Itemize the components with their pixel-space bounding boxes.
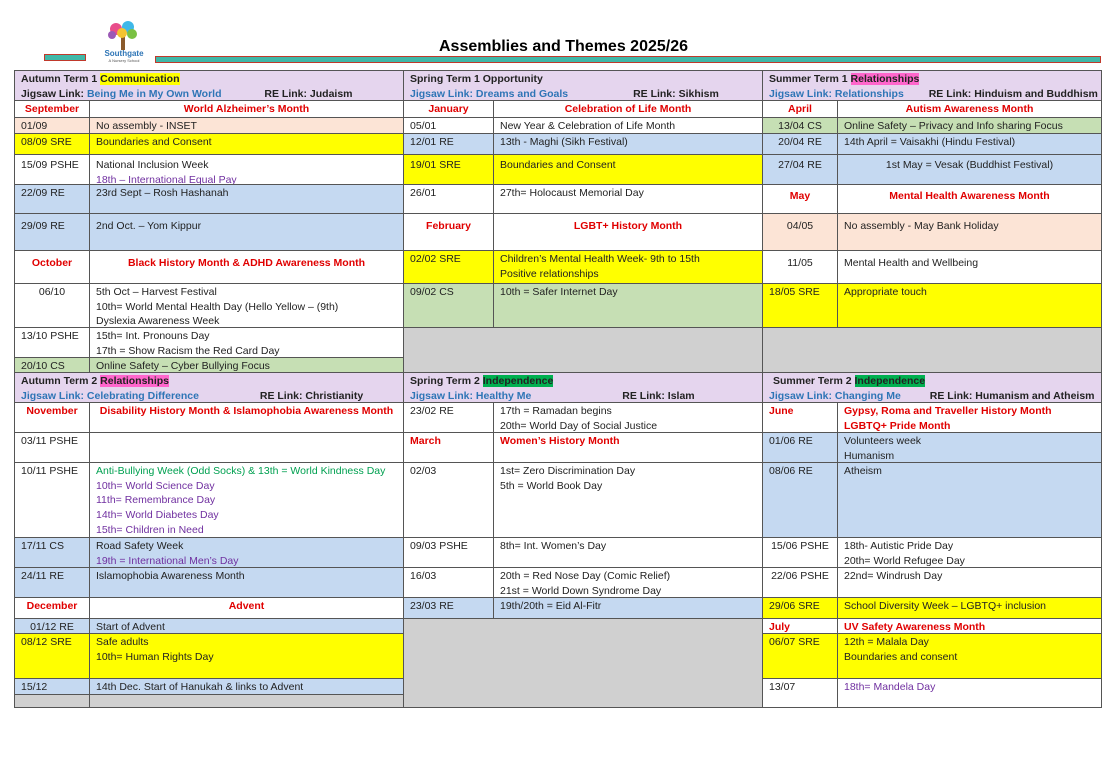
date-cell: 13/04 CS (762, 117, 838, 134)
event-cell: School Diversity Week – LGBTQ+ inclusion (837, 597, 1102, 619)
summer2-header: Summer Term 2 Independence Jigsaw Link: Changing Me RE Link: Humanism and Atheism (762, 372, 1102, 403)
event-cell: 2nd Oct. – Yom Kippur (89, 213, 404, 251)
autumn2-jigsaw: Jigsaw Link: Celebrating Difference (21, 389, 199, 402)
event-cell: 19th/20th = Eid Al-Fitr (493, 597, 763, 619)
date-cell: 08/12 SRE (14, 633, 90, 679)
empty-cell (762, 327, 1102, 373)
autumn1-re: RE Link: Judaism (264, 87, 353, 100)
event-cell: No assembly - INSET (89, 117, 404, 134)
autumn1-header: Autumn Term 1 Communication Jigsaw Link: Being Me in My Own World RE Link: Judaism (14, 70, 404, 101)
event-cell: 10th = Safer Internet Day (493, 283, 763, 328)
date-cell: 19/01 SRE (403, 154, 494, 185)
date-cell: 06/10 (14, 283, 90, 328)
event-cell: 15th= Int. Pronouns Day 17th = Show Racism the Red Card Day (89, 327, 404, 358)
event-cell: 5th Oct – Harvest Festival 10th= World Mental Health Day (Hello Yellow – (9th) Dyslexia Awareness Week (89, 283, 404, 328)
event-cell: Road Safety Week 19th = International Men’s Day (89, 537, 404, 568)
event-cell: No assembly - May Bank Holiday (837, 213, 1102, 251)
event-cell: 17th = Ramadan begins 20th= World Day of Social Justice (493, 402, 763, 433)
date-cell: 04/05 (762, 213, 838, 251)
event-cell: Boundaries and Consent (493, 154, 763, 185)
empty-cell (14, 694, 90, 708)
event-cell: National Inclusion Week 18th – International Equal Pay (89, 154, 404, 185)
month-theme: LGBT+ History Month (493, 213, 763, 251)
date-cell: 09/02 CS (403, 283, 494, 328)
logo-subtext: A Nursery School (108, 58, 140, 63)
event-cell: Online Safety – Privacy and Info sharing Focus (837, 117, 1102, 134)
event-cell: 18th= Mandela Day (837, 678, 1102, 708)
month-may: May (762, 184, 838, 214)
date-cell: 09/03 PSHE (403, 537, 494, 568)
month-june: June (762, 402, 838, 433)
month-theme: Disability History Month & Islamophobia Awareness Month (89, 402, 404, 433)
spring2-re: RE Link: Islam (622, 389, 695, 402)
month-theme: Autism Awareness Month (837, 100, 1102, 118)
month-october: October (14, 250, 90, 284)
date-cell: 16/03 (403, 567, 494, 598)
date-cell: 15/09 PSHE (14, 154, 90, 185)
month-theme: Women’s History Month (493, 432, 763, 463)
empty-cell (89, 694, 404, 708)
spring2-theme: Independence (482, 375, 554, 387)
autumn1-jigsaw: Being Me in My Own World (86, 87, 222, 100)
date-cell: 29/09 RE (14, 213, 90, 251)
month-april: April (762, 100, 838, 118)
empty-cell (403, 618, 763, 708)
summer2-re: RE Link: Humanism and Atheism (929, 389, 1095, 402)
date-cell: 23/02 RE (403, 402, 494, 433)
date-cell: 13/07 (762, 678, 838, 708)
autumn2-theme: Relationships (100, 375, 170, 387)
month-november: November (14, 402, 90, 433)
event-cell: 13th - Maghi (Sikh Festival) (493, 133, 763, 155)
date-cell: 10/11 PSHE (14, 462, 90, 538)
date-cell: 27/04 RE (762, 154, 838, 185)
page-title: Assemblies and Themes 2025/26 (438, 38, 689, 55)
event-cell: 22nd= Windrush Day (837, 567, 1102, 598)
month-theme: Gypsy, Roma and Traveller History Month LGBTQ+ Pride Month (837, 402, 1102, 433)
date-cell: 01/12 RE (14, 618, 90, 634)
assemblies-table (14, 70, 1102, 708)
event-cell: Appropriate touch (837, 283, 1102, 328)
event-cell: Boundaries and Consent (89, 133, 404, 155)
month-theme: Advent (89, 597, 404, 619)
event-cell: 14th April = Vaisakhi (Hindu Festival) (837, 133, 1102, 155)
month-theme: Celebration of Life Month (493, 100, 763, 118)
date-cell: 12/01 RE (403, 133, 494, 155)
autumn1-theme: Communication (100, 73, 180, 85)
date-cell: 22/09 RE (14, 184, 90, 214)
event-cell: Online Safety – Cyber Bullying Focus (89, 357, 404, 373)
date-cell: 02/03 (403, 462, 494, 538)
event-cell: Anti-Bullying Week (Odd Socks) & 13th = World Kindness Day 10th= World Science Day 11th= Remembrance Day 14th= World Diabetes Day 15th= Children in Need (89, 462, 404, 538)
spring1-theme: Opportunity (482, 73, 543, 85)
summer2-theme: Independence (854, 375, 926, 387)
date-cell: 02/02 SRE (403, 250, 494, 284)
event-cell: 1st May = Vesak (Buddhist Festival) (837, 154, 1102, 185)
spring1-jigsaw: Jigsaw Link: Dreams and Goals (410, 87, 569, 100)
event-cell: Safe adults 10th= Human Rights Day (89, 633, 404, 679)
date-cell: 13/10 PSHE (14, 327, 90, 358)
date-cell: 08/06 RE (762, 462, 838, 538)
date-cell: 01/09 (14, 117, 90, 134)
autumn2-re: RE Link: Christianity (259, 389, 364, 402)
date-cell: 17/11 CS (14, 537, 90, 568)
event-cell: Mental Health and Wellbeing (837, 250, 1102, 284)
month-july: July (762, 618, 838, 634)
date-cell: 29/06 SRE (762, 597, 838, 619)
event-cell: New Year & Celebration of Life Month (493, 117, 763, 134)
date-cell: 06/07 SRE (762, 633, 838, 679)
date-cell: 03/11 PSHE (14, 432, 90, 463)
date-cell: 15/06 PSHE (762, 537, 838, 568)
month-february: February (403, 213, 494, 251)
logo-text: Southgate (104, 49, 144, 58)
date-cell: 23/03 RE (403, 597, 494, 619)
spring2-jigsaw: Jigsaw Link: Healthy Me (410, 389, 532, 402)
event-cell: 14th Dec. Start of Hanukah & links to Advent (89, 678, 404, 695)
right-decor-bar (155, 56, 1101, 63)
date-cell: 26/01 (403, 184, 494, 214)
summer1-theme: Relationships (850, 73, 920, 85)
spring1-re: RE Link: Sikhism (633, 87, 719, 100)
date-cell: 05/01 (403, 117, 494, 134)
spring1-header: Spring Term 1 Opportunity Jigsaw Link: Dreams and Goals RE Link: Sikhism (403, 70, 763, 101)
summer2-jigsaw: Jigsaw Link: Changing Me (769, 389, 901, 402)
summer1-header: Summer Term 1 Relationships Jigsaw Link: Relationships RE Link: Hinduism and Buddhism (762, 70, 1102, 101)
month-january: January (403, 100, 494, 118)
date-cell: 18/05 SRE (762, 283, 838, 328)
date-cell: 01/06 RE (762, 432, 838, 463)
date-cell: 22/06 PSHE (762, 567, 838, 598)
event-cell: 18th- Autistic Pride Day 20th= World Refugee Day (837, 537, 1102, 568)
month-march: March (403, 432, 494, 463)
month-december: December (14, 597, 90, 619)
event-cell: 8th= Int. Women’s Day (493, 537, 763, 568)
event-cell: 27th= Holocaust Memorial Day (493, 184, 763, 214)
date-cell: 08/09 SRE (14, 133, 90, 155)
event-cell: 23rd Sept – Rosh Hashanah (89, 184, 404, 214)
month-theme: Mental Health Awareness Month (837, 184, 1102, 214)
event-cell (89, 432, 404, 463)
event-cell: Start of Advent (89, 618, 404, 634)
spring2-header: Spring Term 2 Independence Jigsaw Link: Healthy Me RE Link: Islam (403, 372, 763, 403)
event-cell: 1st= Zero Discrimination Day 5th = World Book Day (493, 462, 763, 538)
month-theme: UV Safety Awareness Month (837, 618, 1102, 634)
date-cell: 20/10 CS (14, 357, 90, 373)
date-cell: 20/04 RE (762, 133, 838, 155)
summer1-re: RE Link: Hinduism and Buddhism (928, 87, 1098, 100)
event-cell: 20th = Red Nose Day (Comic Relief) 21st = World Down Syndrome Day (493, 567, 763, 598)
autumn2-header: Autumn Term 2 Relationships Jigsaw Link: Celebrating Difference RE Link: Christianity (14, 372, 404, 403)
event-cell: 12th = Malala Day Boundaries and consent (837, 633, 1102, 679)
event-cell: Islamophobia Awareness Month (89, 567, 404, 598)
event-cell: Volunteers week Humanism (837, 432, 1102, 463)
month-september: September (14, 100, 90, 118)
event-cell: Atheism (837, 462, 1102, 538)
summer1-jigsaw: Jigsaw Link: Relationships (769, 87, 904, 100)
month-theme: World Alzheimer’s Month (89, 100, 404, 118)
empty-cell (403, 327, 763, 373)
event-cell: Children’s Mental Health Week- 9th to 15th Positive relationships (493, 250, 763, 284)
month-theme: Black History Month & ADHD Awareness Month (89, 250, 404, 284)
date-cell: 11/05 (762, 250, 838, 284)
date-cell: 24/11 RE (14, 567, 90, 598)
date-cell: 15/12 (14, 678, 90, 695)
